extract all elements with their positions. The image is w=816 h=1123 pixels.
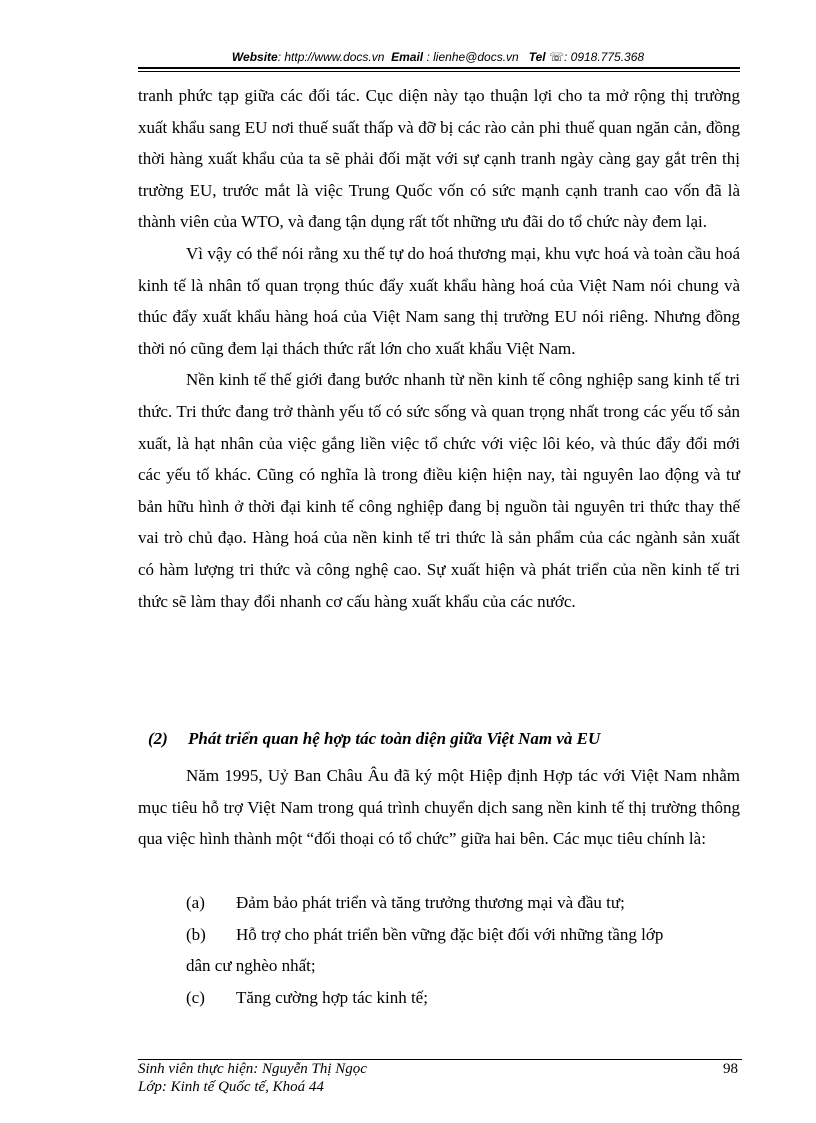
list-item-continuation: dân cư nghèo nhất;: [186, 956, 316, 976]
list-item-text: Đảm bảo phát triển và tăng trưởng thương mại và đầu tư;: [236, 893, 625, 912]
list-item-label: (c): [186, 987, 205, 1007]
section-body: [138, 760, 740, 855]
paragraph-3: Nền kinh tế thế giới đang bước nhanh từ nền kinh tế công nghiệp sang kinh tế tri thức. Tri thức đang trở thành yếu tố có sức sống và quan trọng nhất trong các yếu tố sản xuất, là hạt nhân của việc gắng liền việc tổ chức với việc lôi kéo, và thúc đẩy đổi mới các yếu tố khác. Cũng có nghĩa là trong điều kiện hiện nay, tài nguyên lao động và tư bản hữu hình ở thời đại kinh tế công nghiệp đang bị nguồn tài nguyên tri thức thay thế vai trò chủ đạo. Hàng hoá của nền kinh tế tri thức là sản phẩm của các ngành sản xuất có hàm lượng tri thức và công nghệ cao. Sự xuất hiện và phát triển của nền kinh tế tri thức sẽ làm thay đổi nhanh cơ cấu hàng xuất khẩu của các nước.: [138, 370, 740, 611]
list-item: [138, 919, 740, 951]
website-value: : http://www.docs.vn: [277, 50, 385, 64]
objectives-list: [138, 887, 740, 1013]
section-number: (2): [148, 729, 168, 748]
paragraph-2: Vì vậy có thể nói rằng xu thế tự do hoá thương mại, khu vực hoá và toàn cầu hoá kinh tế là nhân tố quan trọng thúc đẩy xuất khẩu hàng hoá của Việt Nam nói chung và thúc đẩy xuất khẩu hàng hoá của Việt Nam sang thị trường EU nói riêng. Nhưng đồng thời nó cũng đem lại thách thức rất lớn cho xuất khẩu Việt Nam.: [138, 243, 740, 358]
tel-value: : 0918.775.368: [563, 50, 645, 64]
page-number: 98: [723, 1061, 738, 1077]
page-header: [138, 49, 738, 69]
email-value: : lienhe@docs.vn: [426, 50, 519, 64]
email-label: Email: [391, 50, 424, 64]
list-item: [138, 887, 740, 919]
list-item-label: (b): [186, 924, 206, 944]
section-heading: [148, 727, 600, 751]
document-body: [138, 80, 740, 617]
list-item: [138, 982, 740, 1014]
tel-label: Tel: [528, 50, 546, 64]
section-paragraph: Năm 1995, Uỷ Ban Châu Âu đã ký một Hiệp định Hợp tác với Việt Nam nhằm mục tiêu hỗ trợ Việt Nam trong quá trình chuyển dịch sang nền kinh tế thị trường thông qua việc hình thành một “đối thoại có tổ chức” giữa hai bên. Các mục tiêu chính là:: [138, 766, 740, 849]
header-rule-thin: [138, 71, 740, 72]
page-footer: [138, 1060, 742, 1096]
header-rule: [138, 67, 740, 69]
list-item-text: Tăng cường hợp tác kinh tế;: [236, 987, 428, 1007]
list-item-label: (a): [186, 893, 205, 912]
phone-icon: ☏: [548, 50, 564, 64]
footer-class: Lớp: Kinh tế Quốc tế, Khoá 44: [138, 1079, 324, 1095]
section-title: Phát triển quan hệ hợp tác toàn diện giữa Việt Nam và EU: [188, 729, 601, 748]
paragraph-1: tranh phức tạp giữa các đối tác. Cục diện này tạo thuận lợi cho ta mở rộng thị trường xuất khẩu sang EU nơi thuế suất thấp và đỡ bị các rào cản phi thuế quan ngăn cản, đồng thời hàng xuất khẩu của ta sẽ phải đối mặt với sự cạnh tranh ngày càng gay gắt trên thị trường EU, trước mắt là việc Trung Quốc vốn có sức mạnh cạnh tranh cao vốn đã là thành viên của WTO, và đang tận dụng rất tốt những ưu đãi do tổ chức này đem lại.: [138, 86, 740, 232]
list-item-text: Hỗ trợ cho phát triển bền vững đặc biệt đối với những tầng lớp: [236, 924, 664, 944]
website-label: Website: [231, 50, 278, 64]
footer-student: Sinh viên thực hiện: Nguyễn Thị Ngọc: [138, 1061, 367, 1077]
